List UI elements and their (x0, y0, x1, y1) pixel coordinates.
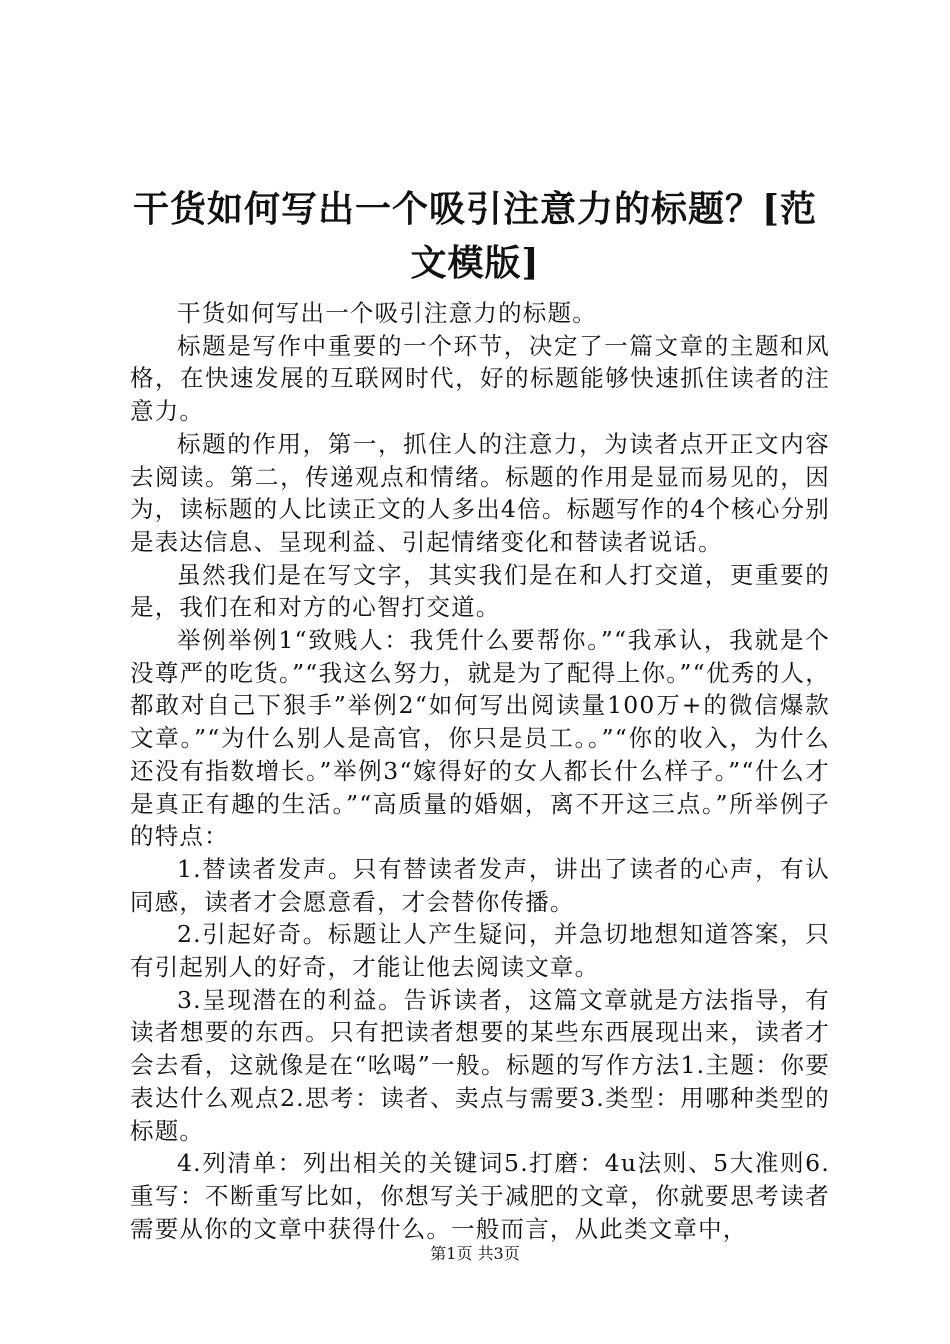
paragraph: 虽然我们是在写文字，其实我们是在和人打交道，更重要的是，我们在和对方的心智打交道。 (130, 560, 830, 622)
document-title: 干货如何写出一个吸引注意力的标题？[范文模版] (132, 188, 818, 284)
paragraph: 举例举例1“致贱人：我凭什么要帮你。”“我承认，我就是个没尊严的吃货。”“我这么努力，就是为了配得上你。”“优秀的人，都敢对自己下狠手”举例2“如何写出阅读量100万+的微信爆款文章。”“为什么别人是高官，你只是员工。。”“你的收入，为什么还没有指数增长。”举例3“嫁得好的女人都长什么样子。”“什么才是真正有趣的生活。”“高质量的婚姻，离不开这三点。”所举例子的特点： (130, 626, 830, 851)
paragraph: 4.列清单：列出相关的关键词5.打磨：4u法则、5大准则6.重写：不断重写比如，你想写关于减肥的文章，你就要思考读者需要从你的文章中获得什么。一般而言，从此类文章中， (130, 1149, 830, 1243)
paragraph: 标题的作用，第一，抓住人的注意力，为读者点开正文内容去阅读。第二，传递观点和情绪。标题的作用是显而易见的，因为，读标题的人比读正文的人多出4倍。标题写作的4个核心分别是表达信息、呈现利益、引起情绪变化和替读者说话。 (130, 429, 830, 556)
page-footer: 第1页 共3页 (430, 1244, 520, 1263)
paragraph: 干货如何写出一个吸引注意力的标题。 (177, 299, 597, 327)
paragraph: 2.引起好奇。标题让人产生疑问，并急切地想知道答案，只有引起别人的好奇，才能让他去阅读文章。 (130, 920, 830, 982)
paragraph: 3.呈现潜在的利益。告诉读者，这篇文章就是方法指导，有读者想要的东西。只有把读者想要的某些东西展现出来，读者才会去看，这就像是在“吆喝”一般。标题的写作方法1.主题：你要表达什么观点2.思考：读者、卖点与需要3.类型：用哪种类型的标题。 (130, 985, 830, 1145)
document-body (130, 297, 830, 1245)
paragraph: 1.替读者发声。只有替读者发声，讲出了读者的心声，有认同感，读者才会愿意看，才会替你传播。 (130, 854, 830, 916)
paragraph: 标题是写作中重要的一个环节，决定了一篇文章的主题和风格，在快速发展的互联网时代，好的标题能够快速抓住读者的注意力。 (130, 331, 830, 426)
